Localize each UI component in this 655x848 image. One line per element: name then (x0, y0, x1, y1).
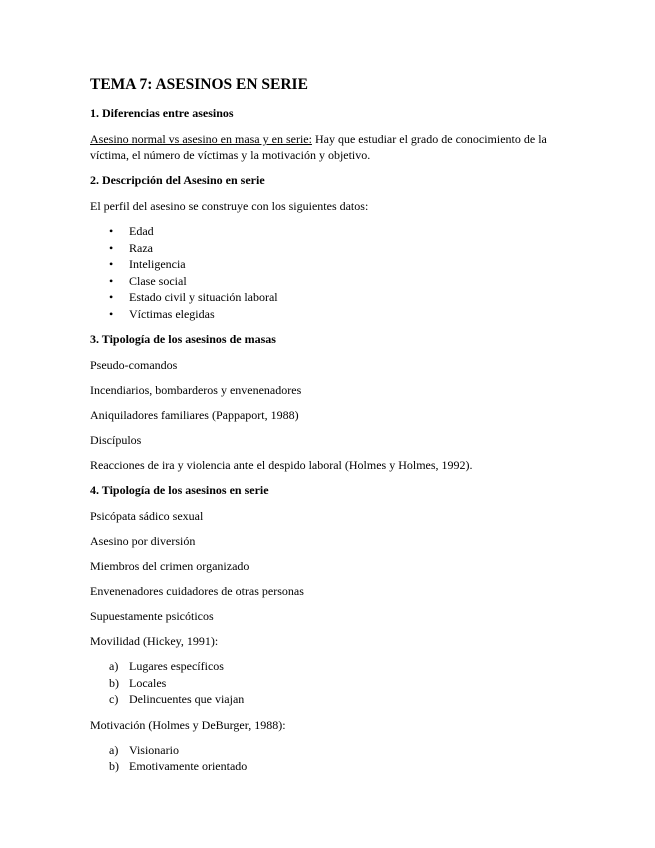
list-marker: b) (109, 759, 119, 773)
list-item-text: Estado civil y situación laboral (129, 290, 278, 304)
list-item (90, 240, 570, 257)
paragraph: Miembros del crimen organizado (90, 559, 250, 573)
bullet-icon: • (109, 273, 114, 288)
underlined-phrase: Asesino normal vs asesino en masa y en serie: (90, 132, 312, 146)
list-item (90, 273, 570, 290)
motivacion-list (90, 742, 570, 775)
list-item (90, 223, 570, 240)
list-item-text: Víctimas elegidas (129, 306, 215, 321)
profile-data-list (90, 223, 570, 322)
paragraph-text: Hay que estudiar el grado de conocimiento de la víctima, el número de víctimas y la motivación y objetivo. (90, 132, 547, 162)
movilidad-label: Movilidad (Hickey, 1991): (90, 634, 219, 648)
list-marker: a) (109, 659, 119, 673)
list-marker: c) (109, 692, 119, 706)
bullet-icon: • (109, 290, 114, 304)
list-item-text: Inteligencia (129, 257, 186, 271)
list-item (90, 289, 570, 306)
paragraph: Incendiarios, bombarderos y envenenadores (90, 383, 302, 397)
list-item (90, 675, 570, 692)
paragraph: Psicópata sádico sexual (90, 509, 204, 523)
list-item-text: Locales (129, 675, 167, 690)
list-item (90, 758, 570, 775)
list-item (90, 306, 570, 323)
section-3-heading: 3. Tipología de los asesinos de masas (90, 332, 276, 346)
section-1-heading: 1. Diferencias entre asesinos (90, 106, 234, 120)
list-marker: b) (109, 675, 119, 690)
list-item (90, 256, 570, 273)
bullet-icon: • (109, 306, 114, 321)
section-2-intro: El perfil del asesino se construye con los siguientes datos: (90, 199, 369, 213)
paragraph: Envenenadores cuidadores de otras personas (90, 584, 304, 598)
list-item-text: Visionario (129, 742, 179, 757)
list-item-text: Delincuentes que viajan (129, 692, 245, 706)
section-4-heading: 4. Tipología de los asesinos en serie (90, 483, 269, 497)
list-item-text: Lugares específicos (129, 659, 224, 673)
list-item-text: Raza (129, 240, 153, 255)
section-2-heading: 2. Descripción del Asesino en serie (90, 173, 265, 187)
page-title: TEMA 7: ASESINOS EN SERIE (90, 76, 308, 93)
list-item (90, 691, 570, 708)
paragraph: Discípulos (90, 433, 142, 447)
document-page (90, 75, 570, 784)
list-item (90, 742, 570, 759)
list-item-text: Clase social (129, 273, 187, 288)
paragraph: Supuestamente psicóticos (90, 609, 214, 623)
section-1-paragraph (90, 131, 570, 163)
list-item (90, 658, 570, 675)
movilidad-list (90, 658, 570, 708)
bullet-icon: • (109, 240, 114, 255)
list-marker: a) (109, 742, 119, 757)
paragraph: Aniquiladores familiares (Pappaport, 1988) (90, 408, 299, 422)
motivacion-label: Motivación (Holmes y DeBurger, 1988): (90, 717, 286, 732)
paragraph: Asesino por diversión (90, 534, 196, 548)
bullet-icon: • (109, 257, 114, 271)
list-item-text: Edad (129, 224, 154, 238)
paragraph: Pseudo-comandos (90, 358, 178, 372)
bullet-icon: • (109, 224, 114, 238)
paragraph: Reacciones de ira y violencia ante el despido laboral (Holmes y Holmes, 1992). (90, 458, 473, 472)
list-item-text: Emotivamente orientado (129, 759, 248, 773)
